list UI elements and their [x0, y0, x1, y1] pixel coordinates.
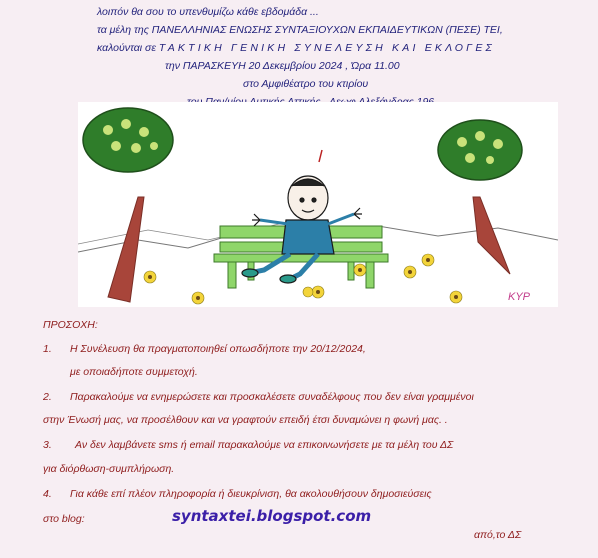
illustration [78, 102, 558, 307]
header-line-reminder: λοιπόν θα σου το υπενθυμίζω κάθε εβδομάδα ... [97, 6, 319, 18]
signoff: από,το ΔΣ [474, 529, 522, 541]
blog-link[interactable]: syntaxtei.blogspot.com [172, 507, 372, 525]
notice-item-4-number: 4. [43, 488, 52, 500]
notice-item-1-text: Η Συνέλευση θα πραγματοποιηθεί οπωσδήποτε την 20/12/2024, [70, 343, 366, 355]
left-tree-canopy [83, 108, 173, 172]
right-tree-canopy [438, 120, 522, 180]
notice-item-3-text: Αν δεν λαμβάνετε sms ή email παρακαλούμε να επικοινωνήσετε με τα μέλη του ΔΣ [75, 439, 454, 451]
notice-title: ΠΡΟΣΟΧΗ: [43, 319, 98, 331]
header-line-members: τα μέλη της ΠΑΝΕΛΛΗΝΙΑΣ ΕΝΩΣΗΣ ΣΥΝΤΑΞΙΟΥΧΩΝ ΕΚΠΑΙΔΕΥΤΙΚΩΝ (ΠΕΣΕ) ΤΕΙ, [97, 24, 503, 36]
park-scene-drawing [78, 102, 558, 307]
notice-item-3-continuation: για διόρθωση-συμπλήρωση. [43, 463, 175, 475]
notice-item-1-continuation: με οποιαδήποτε συμμετοχή. [70, 366, 198, 378]
notice-item-2-text: Παρακαλούμε να ενημερώσετε και προσκαλέσετε συναδέλφους που δεν είναι γραμμένοι [70, 391, 474, 403]
header-line-date: την ΠΑΡΑΣΚΕΥΗ 20 Δεκεμβρίου 2024 , Ώρα 11.00 [165, 60, 400, 72]
notice-item-2-continuation: στην Ένωσή μας, να προσέλθουν και να γραφτούν επειδή έτσι δυναμώνει η φωνή μας. . [43, 414, 448, 426]
header-line-venue: στο Αμφιθέατρο του κτιρίου [243, 78, 369, 90]
header-line-invitation [97, 42, 495, 54]
notice-item-3-number: 3. [43, 439, 52, 451]
event-title: ΤΑΚΤΙΚΗ ΓΕΝΙΚΗ ΣΥΝΕΛΕΥΣΗ ΚΑΙ ΕΚΛΟΓΕΣ [158, 42, 496, 54]
notice-item-2-number: 2. [43, 391, 52, 403]
notice-item-1-number: 1. [43, 343, 52, 355]
notice-item-4-continuation: στο blog: [43, 513, 85, 525]
notice-item-4-text: Για κάθε επί πλέον πληροφορία ή διευκρίνιση, θα ακολουθήσουν δημοσιεύσεις [70, 488, 432, 500]
invitation-prefix: καλούνται σε [97, 42, 156, 54]
artist-signature: ΚΥΡ [508, 291, 531, 303]
